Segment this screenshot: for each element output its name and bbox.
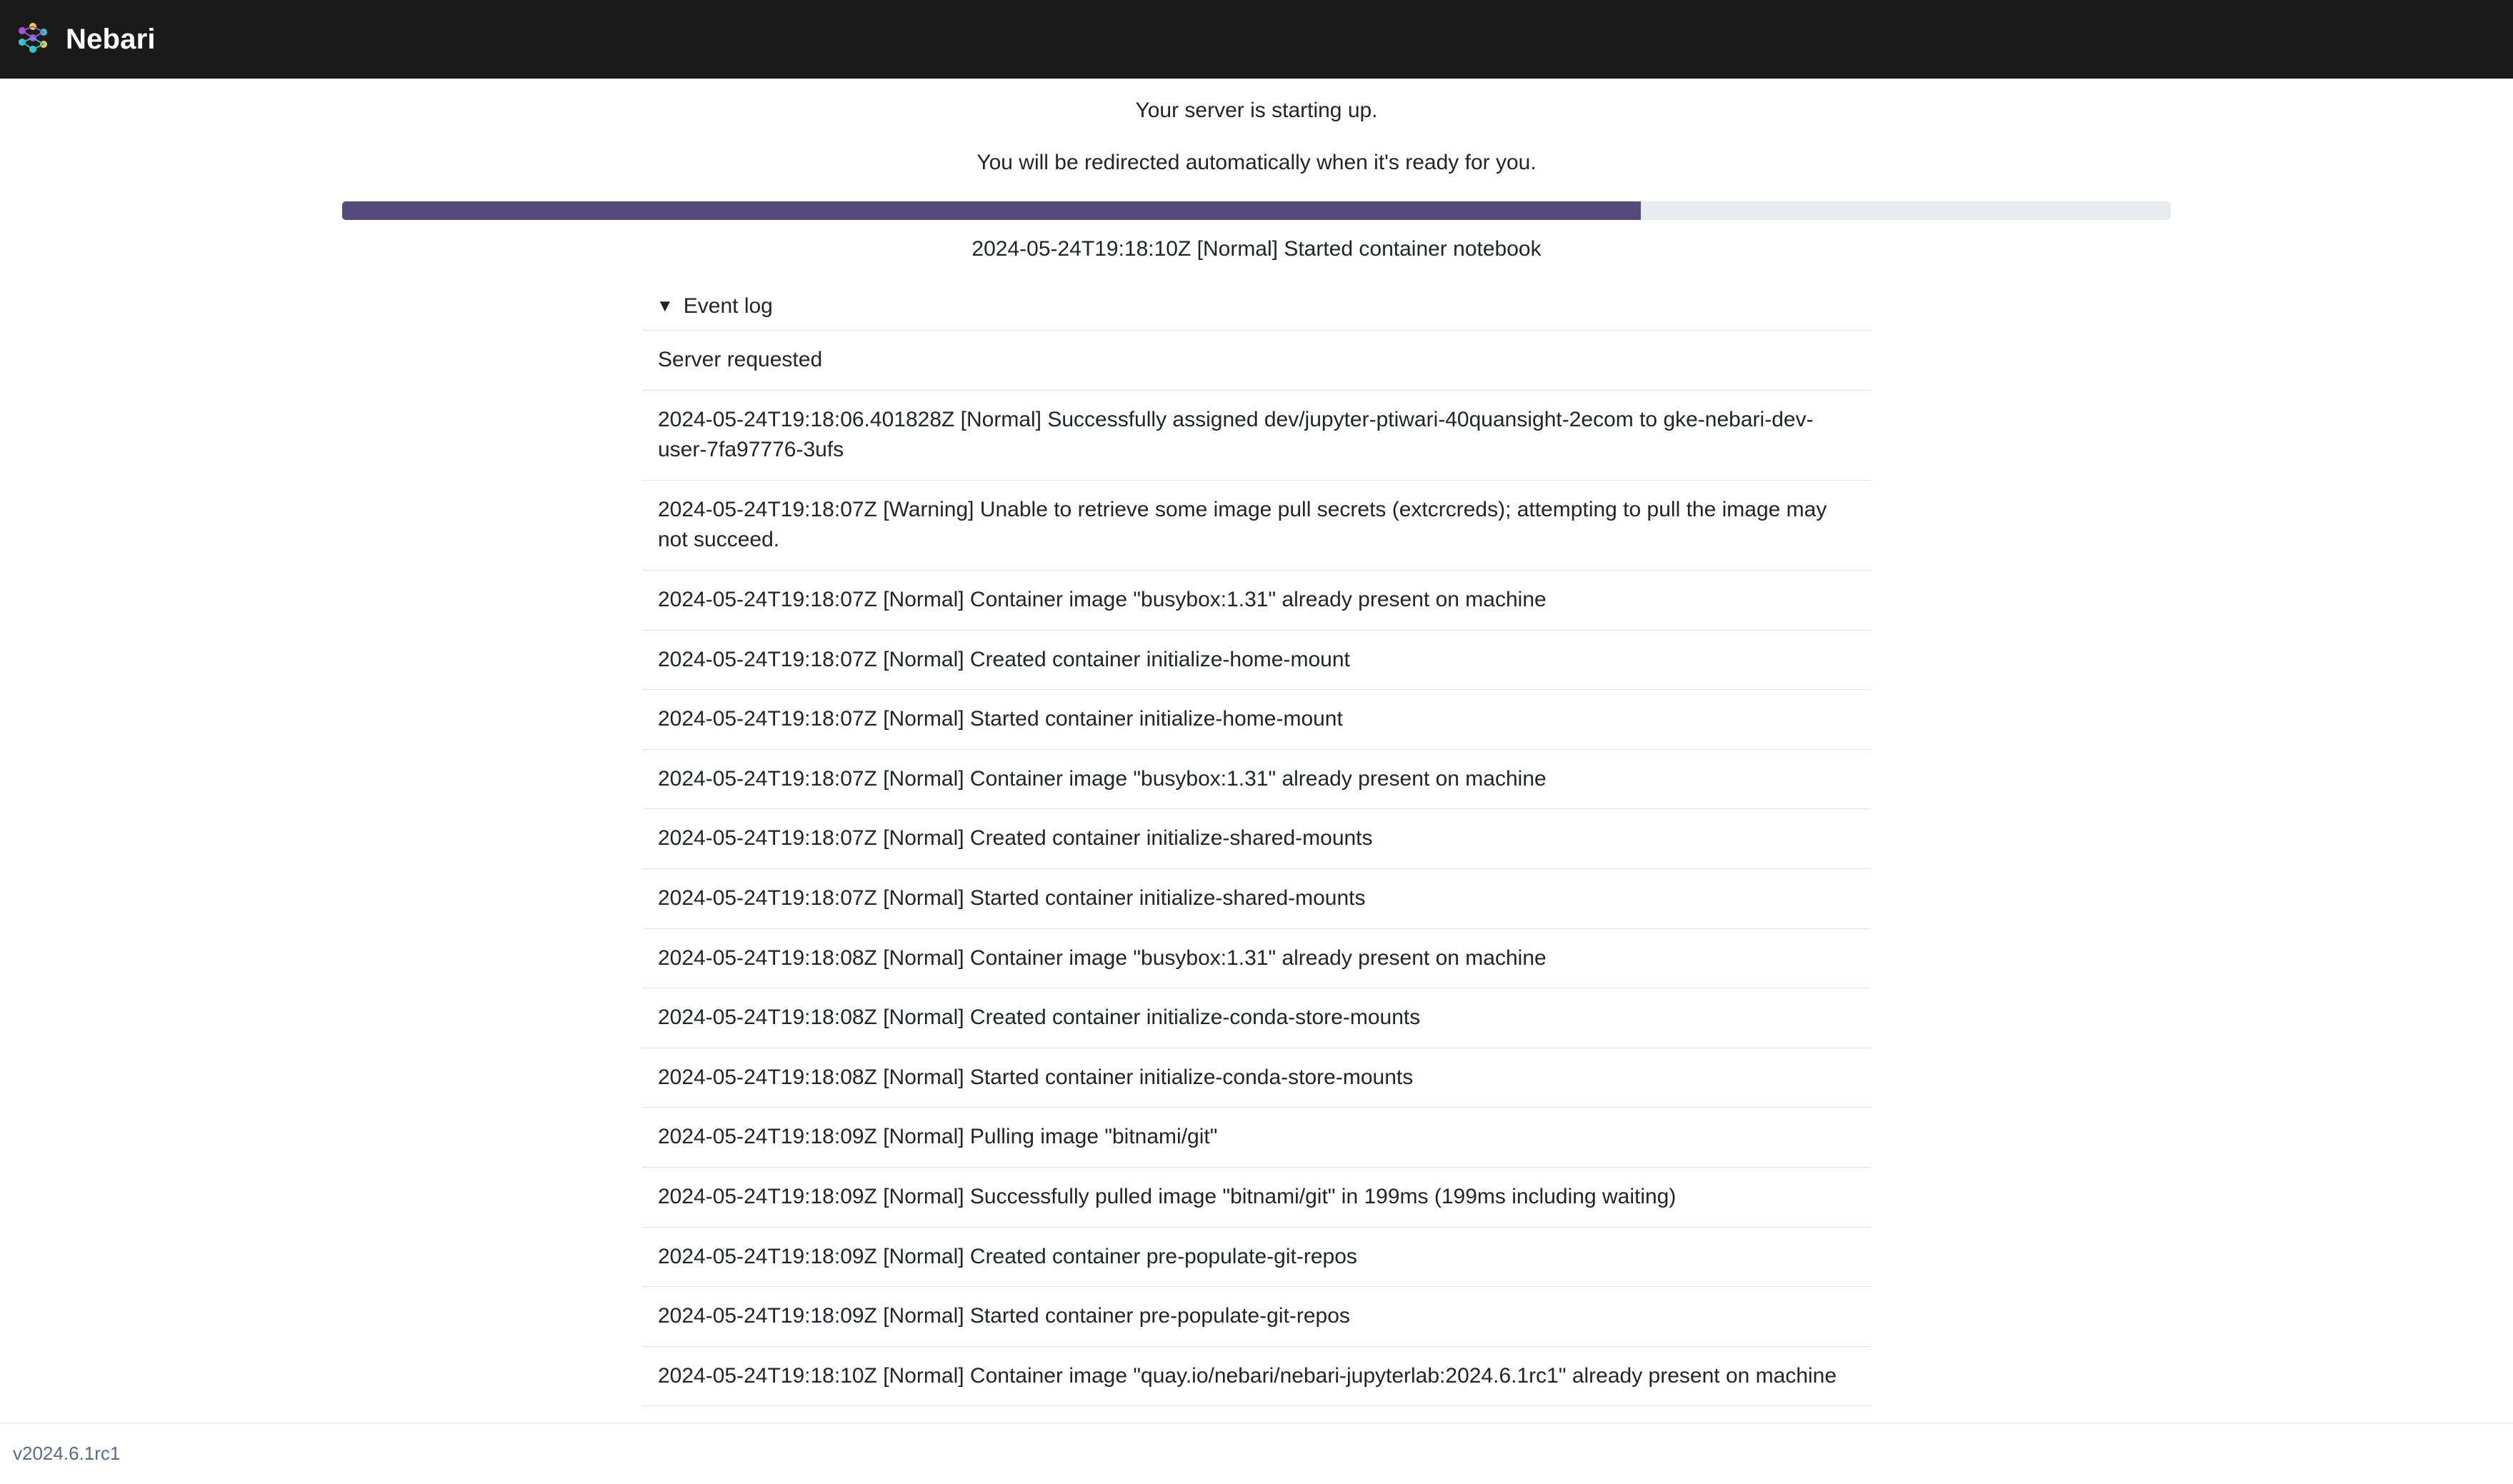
top-navbar <box>0 0 2513 79</box>
event-log-item: 2024-05-24T19:18:08Z [Normal] Started container initialize-conda-store-mounts <box>642 1048 1871 1108</box>
event-log-item: 2024-05-24T19:18:06.401828Z [Normal] Successfully assigned dev/jupyter-ptiwari-40quansight-2ecom to gke-nebari-dev-user-7fa97776-3ufs <box>642 391 1871 481</box>
chevron-down-icon: ▼ <box>656 296 674 316</box>
event-log-item: 2024-05-24T19:18:09Z [Normal] Created container pre-populate-git-repos <box>642 1228 1871 1288</box>
event-log-item: 2024-05-24T19:18:07Z [Normal] Container image "busybox:1.31" already present on machine <box>642 571 1871 631</box>
event-log-item: 2024-05-24T19:18:07Z [Normal] Created container initialize-home-mount <box>642 631 1871 691</box>
server-status-line-1: Your server is starting up. <box>1135 99 1378 122</box>
brand-link[interactable] <box>16 21 156 58</box>
event-log-item: 2024-05-24T19:18:10Z [Normal] Container image "quay.io/nebari/nebari-jupyterlab:2024.6.1rc1" already present on machine <box>642 1347 1871 1407</box>
version-link[interactable]: v2024.6.1rc1 <box>13 1443 121 1464</box>
event-log-item: 2024-05-24T19:18:07Z [Warning] Unable to retrieve some image pull secrets (extcrcreds); attempting to pull the image may not succeed. <box>642 481 1871 571</box>
event-log-item: 2024-05-24T19:18:09Z [Normal] Pulling image "bitnami/git" <box>642 1108 1871 1168</box>
event-log-item: 2024-05-24T19:18:07Z [Normal] Started container initialize-shared-mounts <box>642 869 1871 929</box>
progress-status-text: 2024-05-24T19:18:10Z [Normal] Started container notebook <box>971 237 1542 261</box>
event-log-item: 2024-05-24T19:18:09Z [Normal] Successfully pulled image "bitnami/git" in 199ms (199ms including waiting) <box>642 1168 1871 1228</box>
event-log-item: 2024-05-24T19:18:07Z [Normal] Started container initialize-home-mount <box>642 690 1871 750</box>
event-log-toggle[interactable] <box>642 294 1871 330</box>
startup-progress-bar <box>342 201 1641 220</box>
event-log-item: 2024-05-24T19:18:08Z [Normal] Container image "busybox:1.31" already present on machine <box>642 929 1871 989</box>
event-log-list <box>642 330 1871 1406</box>
event-log-item: Server requested <box>642 331 1871 391</box>
event-log-panel <box>642 294 1871 1406</box>
nebari-logo-icon <box>16 21 53 58</box>
event-log-item: 2024-05-24T19:18:08Z [Normal] Created container initialize-conda-store-mounts <box>642 988 1871 1048</box>
server-status-line-2: You will be redirected automatically when it's ready for you. <box>976 151 1537 174</box>
startup-progress-track <box>342 201 2171 220</box>
brand-name: Nebari <box>66 24 156 55</box>
event-log-item: 2024-05-24T19:18:07Z [Normal] Container image "busybox:1.31" already present on machine <box>642 750 1871 810</box>
event-log-item: 2024-05-24T19:18:09Z [Normal] Started container pre-populate-git-repos <box>642 1287 1871 1347</box>
main-content <box>0 79 2513 1406</box>
page-footer <box>0 1423 2513 1484</box>
event-log-title: Event log <box>683 294 773 318</box>
event-log-item: 2024-05-24T19:18:07Z [Normal] Created container initialize-shared-mounts <box>642 809 1871 869</box>
